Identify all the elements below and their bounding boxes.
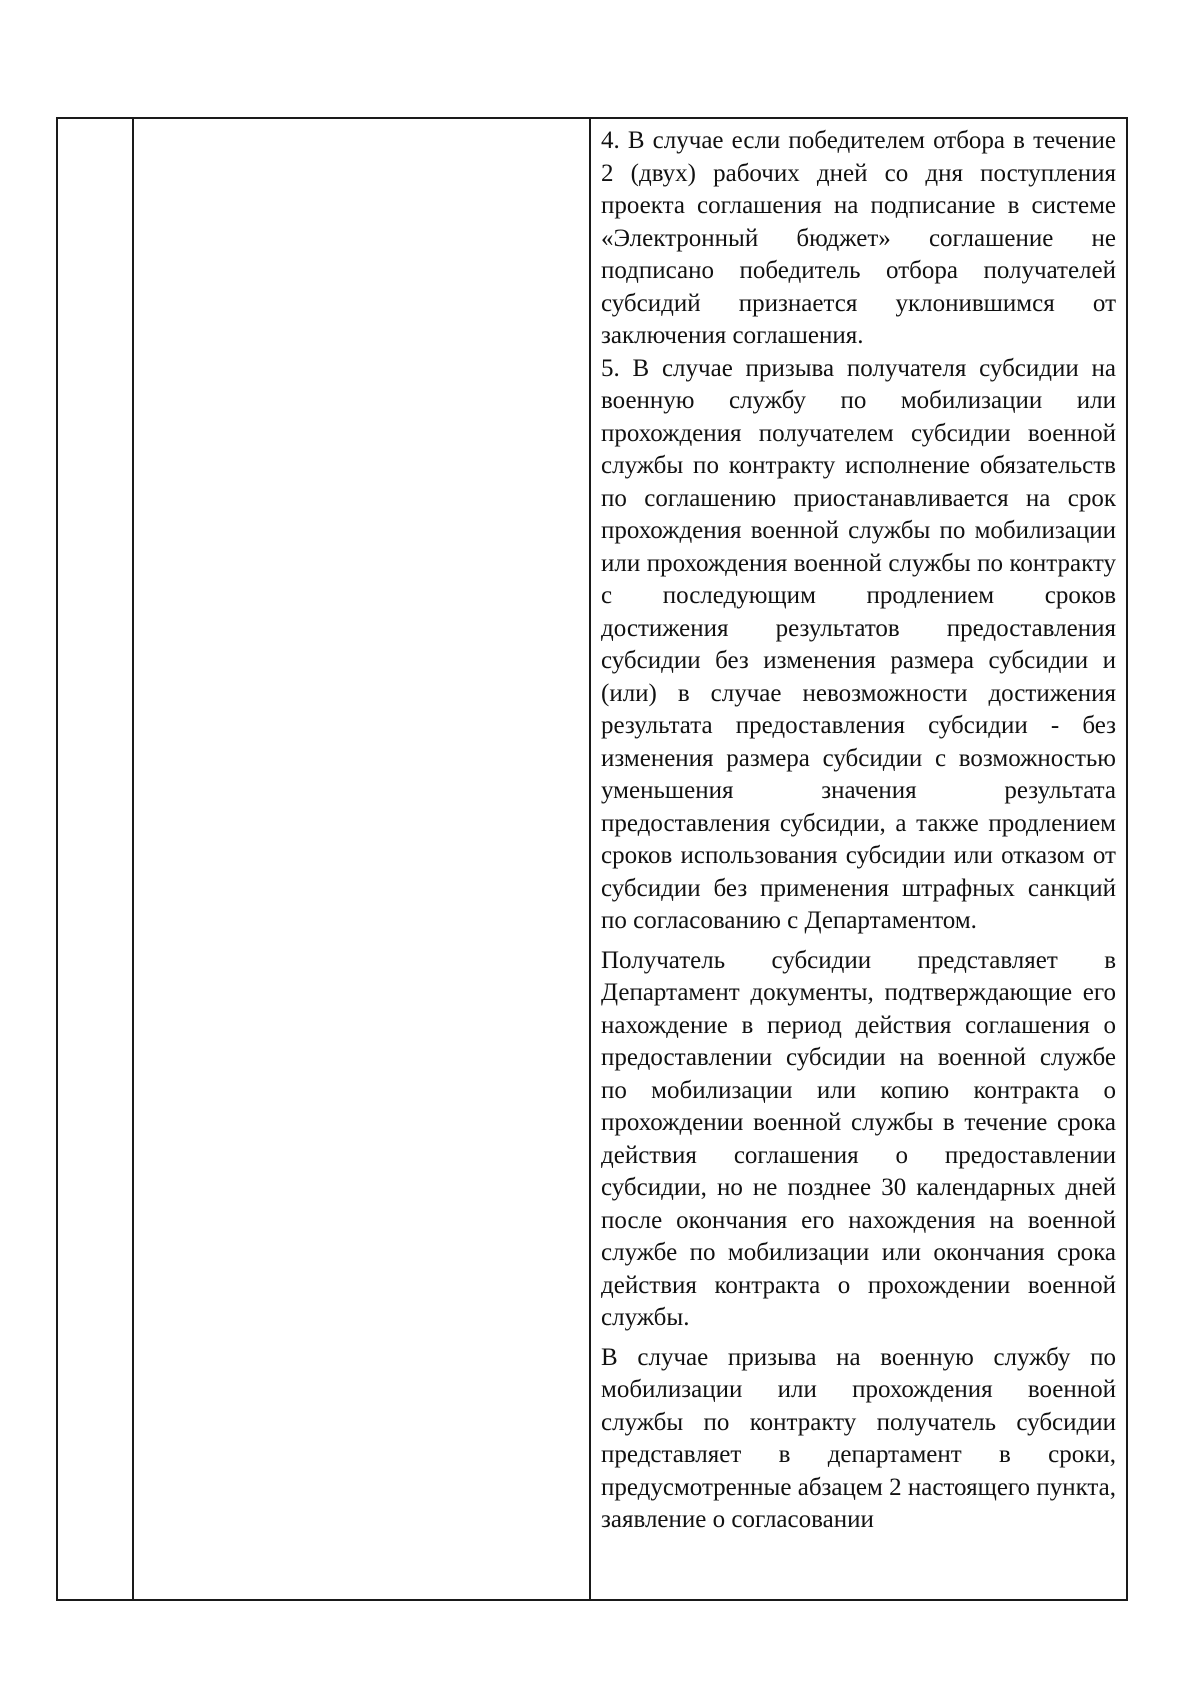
paragraph-clause-4: 4. В случае если победителем отбора в течение 2 (двух) рабочих дней со дня поступления проекта соглашения на подписание в системе «Электронный бюджет» соглашение не подписано победитель отбора получателей субсидий признается уклонившимся от заключения соглашения. xyxy=(601,127,1116,349)
document-table xyxy=(56,117,1128,1601)
paragraph-application: В случае призыва на военную службу по мобилизации или прохождения военной службы по контракту получатель субсидии представляет в департамент в сроки, предусмотренные абзацем 2 настоящего пункта, заявление о согласовании xyxy=(601,1343,1116,1533)
paragraph-clause-5: 5. В случае призыва получателя субсидии на военную службу по мобилизации или прохождения получателем субсидии военной службы по контракту исполнение обязательств по соглашению приостанавливается на срок прохождения военной службы по мобилизации или прохождения военной службы по контракту с последующим продлением сроков достижения результатов предоставления субсидии без изменения размера субсидии и (или) в случае невозможности достижения результата предоставления субсидии - без изменения размера субсидии с возможностью уменьшения значения результата предоставления субсидии, а также продлением сроков использования субсидии или отказом от субсидии без применения штрафных санкций по согласованию с Департаментом. xyxy=(601,354,1116,934)
cell-text-content xyxy=(591,119,1126,1599)
row-text-cell xyxy=(590,118,1127,1600)
row-name-cell xyxy=(133,118,590,1600)
paragraph-documents: Получатель субсидии представляет в Департамент документы, подтверждающие его нахождение в период действия соглашения о предоставлении субсидии на военной службе по мобилизации или копию контракта о прохождении военной службы в течение срока действия соглашения о предоставлении субсидии, но не позднее 30 календарных дней после окончания его нахождения на военной службе по мобилизации или окончания срока действия контракта о прохождении военной службы. xyxy=(601,946,1116,1331)
table-row xyxy=(57,118,1127,1600)
row-number-cell xyxy=(57,118,133,1600)
